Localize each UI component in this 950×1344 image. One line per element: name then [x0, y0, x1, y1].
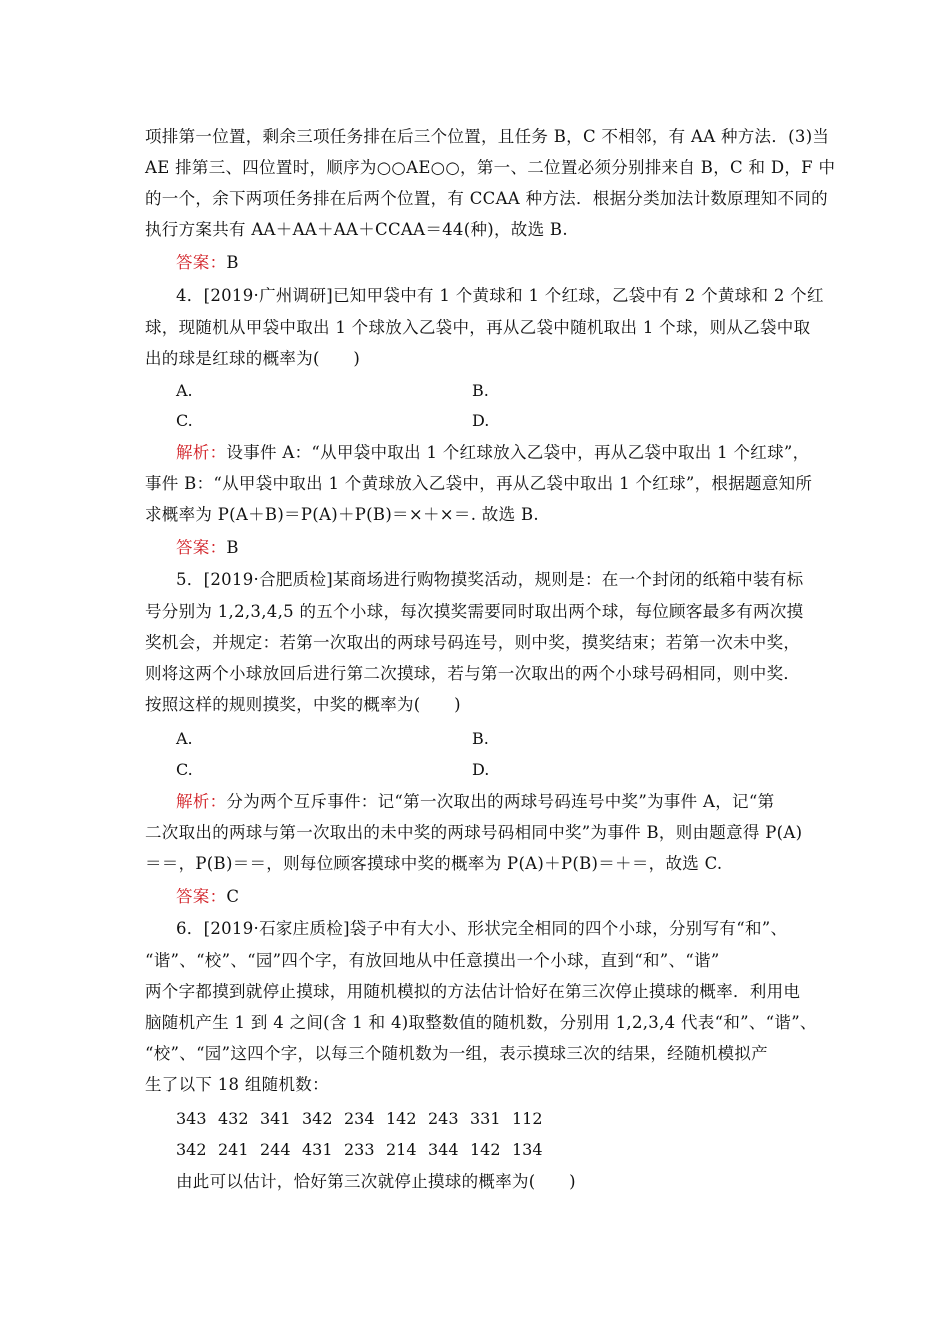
text-line: 执行方案共有 AA＋AA＋AA＋CCAA＝44(种)，故选 B.: [145, 220, 568, 239]
question-6-stem: 两个字都摸到就停止摸球，用随机模拟的方法估计恰好在第三次停止摸球的概率．利用电: [145, 982, 801, 1001]
analysis-line: [176, 438, 809, 468]
question-5-stem: 号分别为 1,2,3,4,5 的五个小球，每次摸奖需要同时取出两个球，每位顾客最多有两次摸: [145, 602, 804, 621]
option-c: C.: [176, 411, 193, 430]
analysis-line: 事件 B：“从甲袋中取出 1 个黄球放入乙袋中，再从乙袋中取出 1 个红球”，根据题意知所: [145, 474, 813, 493]
question-6-stem: “谐”、“校”、“园”四个字，有放回地从中任意摸出一个小球，直到“和”、“谐”: [145, 951, 720, 970]
option-b: B.: [472, 729, 489, 748]
question-5-stem: 奖机会，并规定：若第一次取出的两球号码连号，则中奖，摸奖结束；若第一次未中奖，: [145, 633, 801, 652]
analysis-label: 解析：: [176, 443, 227, 462]
question-4-stem: 4．[2019·广州调研]已知甲袋中有 1 个黄球和 1 个红球，乙袋中有 2 个黄球和 2 个红: [176, 286, 824, 305]
random-number: 331: [470, 1109, 501, 1128]
random-number: 134: [512, 1140, 543, 1159]
answer-label: 答案：: [176, 887, 227, 906]
random-number: 342: [302, 1109, 333, 1128]
question-6-stem: “校”、“园”这四个字，以每三个随机数为一组，表示摸球三次的结果，经随机模拟产: [145, 1044, 768, 1063]
text-line: 项排第一位置，剩余三项任务排在后三个位置，且任务 B，C 不相邻，有 AA 种方法．(3)当: [145, 127, 830, 146]
analysis-line: [176, 787, 774, 817]
answer-line: [176, 882, 239, 912]
random-number: 243: [428, 1109, 459, 1128]
option-b: B.: [472, 381, 489, 400]
option-d: D.: [472, 411, 490, 430]
question-5-stem: 按照这样的规则摸奖，中奖的概率为( ): [145, 695, 461, 714]
answer-label: 答案：: [176, 538, 227, 557]
random-number: 142: [386, 1109, 417, 1128]
random-number-row: [176, 1104, 554, 1134]
analysis-line: 二次取出的两球与第一次取出的未中奖的两球号码相同中奖”为事件 B，则由题意得 P(A): [145, 823, 803, 842]
random-number-row: [176, 1135, 554, 1165]
question-6-stem: 生了以下 18 组随机数：: [145, 1075, 329, 1094]
question-6-stem: 6．[2019·石家庄质检]袋子中有大小、形状完全相同的四个小球，分别写有“和”、: [176, 919, 788, 938]
random-number: 342: [176, 1140, 207, 1159]
text-line: 的一个，余下两项任务排在后两个位置，有 CCAA 种方法．根据分类加法计数原理知不同的: [145, 189, 828, 208]
question-4-stem: 球，现随机从甲袋中取出 1 个球放入乙袋中，再从乙袋中随机取出 1 个球，则从乙袋中取: [145, 318, 811, 337]
answer-line: [176, 248, 239, 278]
analysis-text: 分为两个互斥事件：记“第一次取出的两球号码连号中奖”为事件 A，记“第: [226, 792, 775, 811]
random-number: 233: [344, 1140, 375, 1159]
option-a: A.: [176, 729, 193, 748]
question-6-stem: 脑随机产生 1 到 4 之间(含 1 和 4)取整数值的随机数，分别用 1,2,3,4 代表“和”、“谐”、: [145, 1013, 817, 1032]
question-6-closing: 由此可以估计，恰好第三次就停止摸球的概率为( ): [176, 1172, 576, 1191]
option-c: C.: [176, 760, 193, 779]
random-number: 432: [218, 1109, 249, 1128]
text-line: AE 排第三、四位置时，顺序为○○AE○○，第一、二位置必须分别排来自 B，C 和 D，F 中: [145, 158, 836, 177]
random-number: 431: [302, 1140, 333, 1159]
answer-value: C: [226, 887, 240, 906]
random-number: 343: [176, 1109, 207, 1128]
random-number: 341: [260, 1109, 291, 1128]
answer-label: 答案：: [176, 253, 227, 272]
option-d: D.: [472, 760, 490, 779]
analysis-text: 设事件 A：“从甲袋中取出 1 个红球放入乙袋中，再从乙袋中取出 1 个红球”，: [226, 443, 810, 462]
question-5-stem: 则将这两个小球放回后进行第二次摸球，若与第一次取出的两个小球号码相同，则中奖．: [145, 664, 801, 683]
answer-line: [176, 533, 239, 563]
answer-value: B: [226, 538, 239, 557]
random-number: 244: [260, 1140, 291, 1159]
option-a: A.: [176, 381, 193, 400]
random-number: 241: [218, 1140, 249, 1159]
random-number: 344: [428, 1140, 459, 1159]
random-number: 142: [470, 1140, 501, 1159]
random-number: 234: [344, 1109, 375, 1128]
random-number: 112: [512, 1109, 543, 1128]
question-4-stem: 出的球是红球的概率为( ): [145, 349, 361, 368]
analysis-line: ＝＝，P(B)＝＝，则每位顾客摸球中奖的概率为 P(A)＋P(B)＝＋＝，故选 C.: [145, 854, 723, 873]
random-number: 214: [386, 1140, 417, 1159]
analysis-label: 解析：: [176, 792, 227, 811]
analysis-line: 求概率为 P(A＋B)＝P(A)＋P(B)＝×＋×＝. 故选 B.: [145, 505, 539, 524]
answer-value: B: [226, 253, 239, 272]
question-5-stem: 5．[2019·合肥质检]某商场进行购物摸奖活动，规则是：在一个封闭的纸箱中装有标: [176, 570, 804, 589]
